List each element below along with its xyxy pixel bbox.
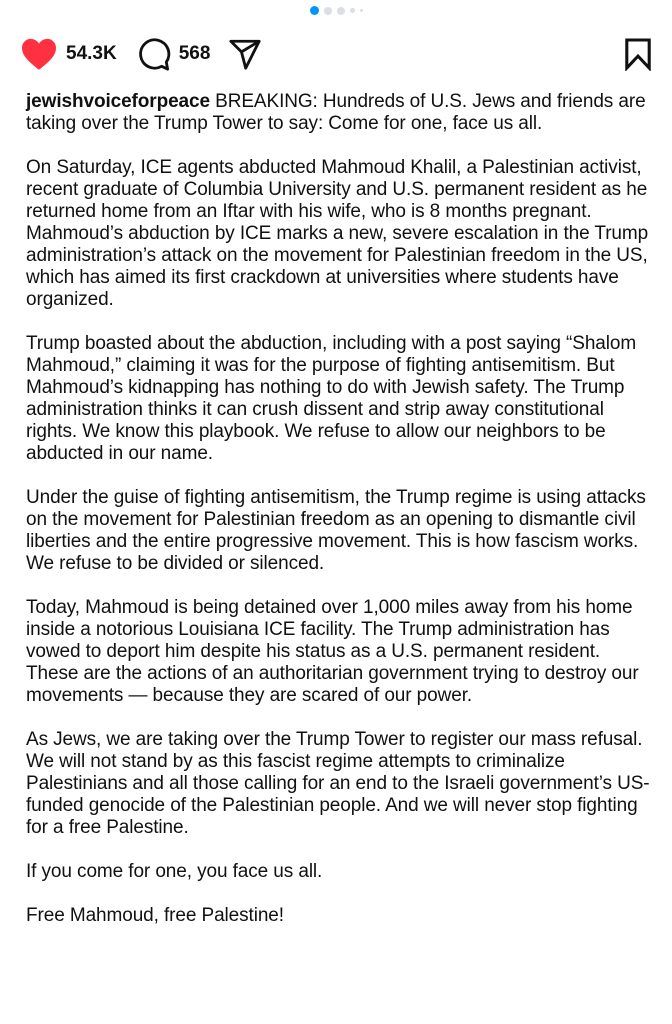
like-button[interactable]	[20, 37, 117, 71]
carousel-dot[interactable]	[360, 9, 363, 12]
caption-paragraph: Trump boasted about the abduction, including with a post saying “Shalom Mahmoud,” claiming it was for the purpose of fighting antisemitism. But Mahmoud’s kidnapping has nothing to do with Jewish safety. The Trump administration thinks it can crush dissent and strip away constitutional rights. We know this playbook. We refuse to allow our neighbors to be abducted in our name.	[26, 333, 637, 464]
heart-filled-icon	[20, 37, 58, 71]
share-button[interactable]	[228, 37, 262, 71]
carousel-indicator	[0, 6, 672, 15]
carousel-dot[interactable]	[337, 7, 345, 15]
like-count[interactable]: 54.3K	[66, 43, 117, 64]
username-link[interactable]: jewishvoiceforpeace	[26, 91, 210, 112]
post-action-bar	[20, 34, 652, 74]
caption-paragraph: On Saturday, ICE agents abducted Mahmoud Khalil, a Palestinian activist, recent graduate of Columbia University and U.S. permanent resident as he returned home from an Iftar with his wife, who is 8 months pregnant. Mahmoud’s abduction by ICE marks a new, severe escalation in the Trump administration’s attack on the movement for Palestinian freedom in the US, which has aimed its first crackdown at universities where students have organized.	[26, 157, 649, 310]
caption-paragraph: Under the guise of fighting antisemitism, the Trump regime is using attacks on the movement for Palestinian freedom as an opening to dismantle civil liberties and the entire progressive movement. This is how fascism works. We refuse to be divided or silenced.	[26, 487, 646, 574]
carousel-dot[interactable]	[324, 7, 332, 15]
caption-paragraph: Today, Mahmoud is being detained over 1,000 miles away from his home inside a notorious Louisiana ICE facility. The Trump administration has vowed to deport him despite his status as a U.S. permanent resident. These are the actions of an authoritarian government trying to destroy our movements — because they are scared of our power.	[26, 597, 639, 706]
carousel-dot[interactable]	[350, 8, 355, 13]
caption-text: BREAKING: Hundreds of U.S. Jews and friends are taking over the Trump Tower to say: Come for one, face us all.	[26, 91, 646, 134]
comment-count[interactable]: 568	[178, 43, 211, 64]
caption-paragraph	[26, 91, 652, 135]
comment-button[interactable]	[137, 36, 211, 72]
comment-bubble-icon	[137, 36, 171, 72]
post-caption	[26, 91, 652, 949]
caption-paragraph: If you come for one, you face us all.	[26, 861, 323, 882]
caption-paragraph: Free Mahmoud, free Palestine!	[26, 905, 284, 926]
paper-plane-icon	[228, 37, 262, 71]
bookmark-icon	[624, 37, 652, 71]
carousel-dot-active[interactable]	[310, 6, 319, 15]
save-button[interactable]	[624, 37, 652, 71]
caption-paragraph: As Jews, we are taking over the Trump Tower to register our mass refusal. We will not stand by as this fascist regime attempts to criminalize Palestinians and all those calling for an end to the Israeli government’s US-funded genocide of the Palestinian people. And we will never stop fighting for a free Palestine.	[26, 729, 650, 838]
